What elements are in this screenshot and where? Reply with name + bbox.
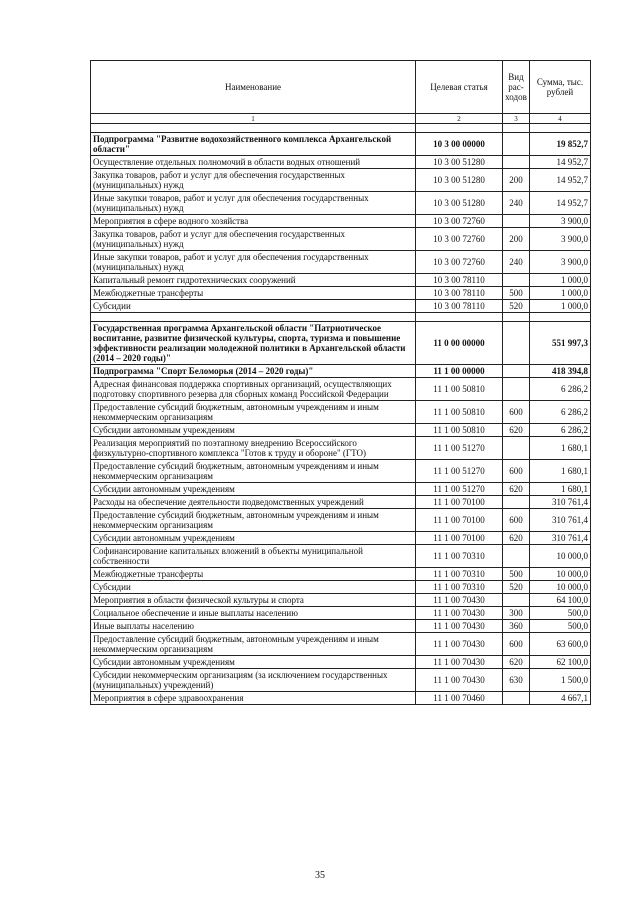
table-row — [91, 581, 591, 594]
row-type-cell — [503, 496, 530, 509]
table-row — [91, 192, 591, 215]
table-row — [91, 437, 591, 460]
row-type-cell — [503, 156, 530, 169]
row-type-cell: 620 — [503, 483, 530, 496]
row-name-cell: Подпрограмма "Развитие водохозяйственного комплекса Архангельской области" — [91, 133, 416, 156]
row-sum-cell: 10 000,0 — [530, 581, 591, 594]
row-type-cell — [503, 322, 530, 365]
spacer-cell — [503, 313, 530, 322]
row-type-cell — [503, 133, 530, 156]
row-type-cell: 360 — [503, 620, 530, 633]
row-type-cell — [503, 437, 530, 460]
table-row — [91, 424, 591, 437]
row-type-cell: 500 — [503, 287, 530, 300]
table-row — [91, 509, 591, 532]
row-sum-cell: 1 500,0 — [530, 669, 591, 692]
row-article-cell: 11 1 00 70430 — [416, 594, 503, 607]
header-sum: Сумма, тыс. рублей — [530, 61, 591, 114]
row-article-cell: 11 1 00 70430 — [416, 633, 503, 656]
row-article-cell: 10 3 00 51280 — [416, 156, 503, 169]
row-sum-cell: 6 286,2 — [530, 378, 591, 401]
row-type-cell: 500 — [503, 568, 530, 581]
row-name-cell: Мероприятия в сфере водного хозяйства — [91, 215, 416, 228]
index-row — [91, 114, 591, 124]
row-sum-cell: 1 000,0 — [530, 287, 591, 300]
table-row — [91, 156, 591, 169]
row-type-cell: 630 — [503, 669, 530, 692]
table-row — [91, 594, 591, 607]
row-article-cell: 10 3 00 72760 — [416, 215, 503, 228]
row-article-cell: 11 1 00 70430 — [416, 669, 503, 692]
row-type-cell — [503, 215, 530, 228]
row-article-cell: 10 3 00 72760 — [416, 228, 503, 251]
row-name-cell: Предоставление субсидий бюджетным, автономным учреждениям и иным некоммерческим организациям — [91, 460, 416, 483]
row-article-cell: 11 1 00 50810 — [416, 401, 503, 424]
row-article-cell: 11 1 00 70100 — [416, 496, 503, 509]
spacer-cell — [91, 313, 416, 322]
row-sum-cell: 1 680,1 — [530, 483, 591, 496]
table-row — [91, 496, 591, 509]
row-article-cell: 10 3 00 00000 — [416, 133, 503, 156]
spacer-cell — [503, 124, 530, 133]
row-type-cell: 600 — [503, 401, 530, 424]
row-type-cell: 200 — [503, 228, 530, 251]
row-name-cell: Государственная программа Архангельской области "Патриотическое воспитание, развитие физической культуры, спорта, туризма и повышение эффективности реализации молодежной политики в Архангельской области (2014 – 2020 годы)" — [91, 322, 416, 365]
row-article-cell: 11 1 00 00000 — [416, 365, 503, 378]
table-row — [91, 365, 591, 378]
table-row — [91, 620, 591, 633]
row-name-cell: Предоставление субсидий бюджетным, автономным учреждениям и иным некоммерческим организациям — [91, 509, 416, 532]
row-name-cell: Субсидии — [91, 581, 416, 594]
spacer-cell — [416, 313, 503, 322]
row-name-cell: Субсидии автономным учреждениям — [91, 483, 416, 496]
row-name-cell: Осуществление отдельных полномочий в области водных отношений — [91, 156, 416, 169]
row-type-cell: 620 — [503, 424, 530, 437]
table-row — [91, 545, 591, 568]
row-type-cell — [503, 692, 530, 705]
row-sum-cell: 64 100,0 — [530, 594, 591, 607]
page-number: 35 — [315, 870, 325, 881]
row-article-cell: 10 3 00 51280 — [416, 169, 503, 192]
row-type-cell: 300 — [503, 607, 530, 620]
row-article-cell: 11 1 00 51270 — [416, 460, 503, 483]
row-name-cell: Предоставление субсидий бюджетным, автономным учреждениям и иным некоммерческим организациям — [91, 401, 416, 424]
row-article-cell: 11 1 00 70430 — [416, 607, 503, 620]
row-article-cell: 10 3 00 72760 — [416, 251, 503, 274]
index-cell: 2 — [416, 114, 503, 124]
row-name-cell: Расходы на обеспечение деятельности подведомственных учреждений — [91, 496, 416, 509]
row-article-cell: 11 1 00 70310 — [416, 545, 503, 568]
table-row — [91, 401, 591, 424]
index-cell: 4 — [530, 114, 591, 124]
row-sum-cell: 3 900,0 — [530, 251, 591, 274]
row-name-cell: Реализация мероприятий по поэтапному внедрению Всероссийского физкультурно-спортивного комплекса "Готов к труду и обороне" (ГТО) — [91, 437, 416, 460]
table-row — [91, 287, 591, 300]
row-sum-cell: 1 000,0 — [530, 274, 591, 287]
table-row — [91, 692, 591, 705]
spacer-cell — [530, 124, 591, 133]
spacer-row — [91, 313, 591, 322]
table-row — [91, 633, 591, 656]
row-sum-cell: 14 952,7 — [530, 169, 591, 192]
row-type-cell: 200 — [503, 169, 530, 192]
row-name-cell: Межбюджетные трансферты — [91, 287, 416, 300]
row-article-cell: 11 1 00 70310 — [416, 568, 503, 581]
table-row — [91, 532, 591, 545]
row-sum-cell: 418 394,8 — [530, 365, 591, 378]
row-article-cell: 11 1 00 70460 — [416, 692, 503, 705]
row-type-cell: 620 — [503, 656, 530, 669]
row-sum-cell: 1 680,1 — [530, 460, 591, 483]
index-cell: 1 — [91, 114, 416, 124]
row-name-cell: Мероприятия в области физической культуры и спорта — [91, 594, 416, 607]
row-sum-cell: 62 100,0 — [530, 656, 591, 669]
row-name-cell: Субсидии автономным учреждениям — [91, 424, 416, 437]
table-row — [91, 169, 591, 192]
header-article: Целевая статья — [416, 61, 503, 114]
row-type-cell — [503, 365, 530, 378]
budget-table-container — [90, 60, 590, 705]
row-article-cell: 10 3 00 78110 — [416, 300, 503, 313]
row-article-cell: 11 0 00 00000 — [416, 322, 503, 365]
row-sum-cell: 10 000,0 — [530, 545, 591, 568]
row-name-cell: Закупка товаров, работ и услуг для обеспечения государственных (муниципальных) нужд — [91, 228, 416, 251]
row-name-cell: Межбюджетные трансферты — [91, 568, 416, 581]
row-article-cell: 11 1 00 50810 — [416, 424, 503, 437]
row-name-cell: Подпрограмма "Спорт Беломорья (2014 – 2020 годы)" — [91, 365, 416, 378]
row-sum-cell: 310 761,4 — [530, 496, 591, 509]
header-name: Наименование — [91, 61, 416, 114]
table-row — [91, 133, 591, 156]
row-type-cell: 600 — [503, 509, 530, 532]
row-article-cell: 11 1 00 70430 — [416, 656, 503, 669]
row-sum-cell: 3 900,0 — [530, 215, 591, 228]
row-sum-cell: 19 852,7 — [530, 133, 591, 156]
row-article-cell: 11 1 00 51270 — [416, 483, 503, 496]
row-name-cell: Мероприятия в сфере здравоохранения — [91, 692, 416, 705]
row-type-cell: 620 — [503, 532, 530, 545]
spacer-row — [91, 124, 591, 133]
row-type-cell: 520 — [503, 300, 530, 313]
row-name-cell: Иные закупки товаров, работ и услуг для обеспечения государственных (муниципальных) нужд — [91, 251, 416, 274]
row-article-cell: 11 1 00 70430 — [416, 620, 503, 633]
row-type-cell: 600 — [503, 460, 530, 483]
table-row — [91, 228, 591, 251]
row-type-cell: 600 — [503, 633, 530, 656]
row-name-cell: Софинансирование капитальных вложений в объекты муниципальной собственности — [91, 545, 416, 568]
row-sum-cell: 310 761,4 — [530, 532, 591, 545]
row-sum-cell: 4 667,1 — [530, 692, 591, 705]
row-name-cell: Иные выплаты населению — [91, 620, 416, 633]
table-row — [91, 460, 591, 483]
table-row — [91, 274, 591, 287]
row-name-cell: Закупка товаров, работ и услуг для обеспечения государственных (муниципальных) нужд — [91, 169, 416, 192]
budget-table — [90, 60, 591, 705]
row-name-cell: Адресная финансовая поддержка спортивных организаций, осуществляющих подготовку спортивного резерва для сборных команд Российской Федерации — [91, 378, 416, 401]
row-article-cell: 11 1 00 50810 — [416, 378, 503, 401]
row-sum-cell: 14 952,7 — [530, 192, 591, 215]
row-sum-cell: 63 600,0 — [530, 633, 591, 656]
row-article-cell: 10 3 00 78110 — [416, 274, 503, 287]
row-name-cell: Субсидии некоммерческим организациям (за исключением государственных (муниципальных) учреждений) — [91, 669, 416, 692]
row-name-cell: Социальное обеспечение и иные выплаты населению — [91, 607, 416, 620]
row-name-cell: Субсидии автономным учреждениям — [91, 656, 416, 669]
spacer-cell — [91, 124, 416, 133]
row-type-cell — [503, 545, 530, 568]
row-article-cell: 11 1 00 70100 — [416, 509, 503, 532]
table-row — [91, 669, 591, 692]
row-name-cell: Субсидии автономным учреждениям — [91, 532, 416, 545]
row-type-cell — [503, 378, 530, 401]
row-article-cell: 11 1 00 70100 — [416, 532, 503, 545]
row-article-cell: 10 3 00 78110 — [416, 287, 503, 300]
table-row — [91, 607, 591, 620]
row-sum-cell: 1 680,1 — [530, 437, 591, 460]
table-row — [91, 568, 591, 581]
row-type-cell — [503, 274, 530, 287]
row-sum-cell: 500,0 — [530, 620, 591, 633]
header-type: Вид рас-ходов — [503, 61, 530, 114]
spacer-cell — [530, 313, 591, 322]
row-article-cell: 10 3 00 51280 — [416, 192, 503, 215]
row-sum-cell: 310 761,4 — [530, 509, 591, 532]
index-cell: 3 — [503, 114, 530, 124]
row-article-cell: 11 1 00 70310 — [416, 581, 503, 594]
row-name-cell: Иные закупки товаров, работ и услуг для обеспечения государственных (муниципальных) нужд — [91, 192, 416, 215]
header-row — [91, 61, 591, 114]
row-sum-cell: 3 900,0 — [530, 228, 591, 251]
table-row — [91, 215, 591, 228]
row-name-cell: Предоставление субсидий бюджетным, автономным учреждениям и иным некоммерческим организациям — [91, 633, 416, 656]
table-row — [91, 483, 591, 496]
table-row — [91, 378, 591, 401]
row-type-cell: 240 — [503, 251, 530, 274]
row-type-cell: 240 — [503, 192, 530, 215]
table-row — [91, 251, 591, 274]
row-sum-cell: 6 286,2 — [530, 424, 591, 437]
row-sum-cell: 1 000,0 — [530, 300, 591, 313]
row-sum-cell: 500,0 — [530, 607, 591, 620]
row-name-cell: Субсидии — [91, 300, 416, 313]
table-row — [91, 300, 591, 313]
table-row — [91, 322, 591, 365]
row-sum-cell: 10 000,0 — [530, 568, 591, 581]
table-row — [91, 656, 591, 669]
row-sum-cell: 551 997,3 — [530, 322, 591, 365]
table-body — [91, 124, 591, 705]
row-sum-cell: 14 952,7 — [530, 156, 591, 169]
row-type-cell — [503, 594, 530, 607]
row-article-cell: 11 1 00 51270 — [416, 437, 503, 460]
row-name-cell: Капитальный ремонт гидротехнических сооружений — [91, 274, 416, 287]
spacer-cell — [416, 124, 503, 133]
row-sum-cell: 6 286,2 — [530, 401, 591, 424]
row-type-cell: 520 — [503, 581, 530, 594]
